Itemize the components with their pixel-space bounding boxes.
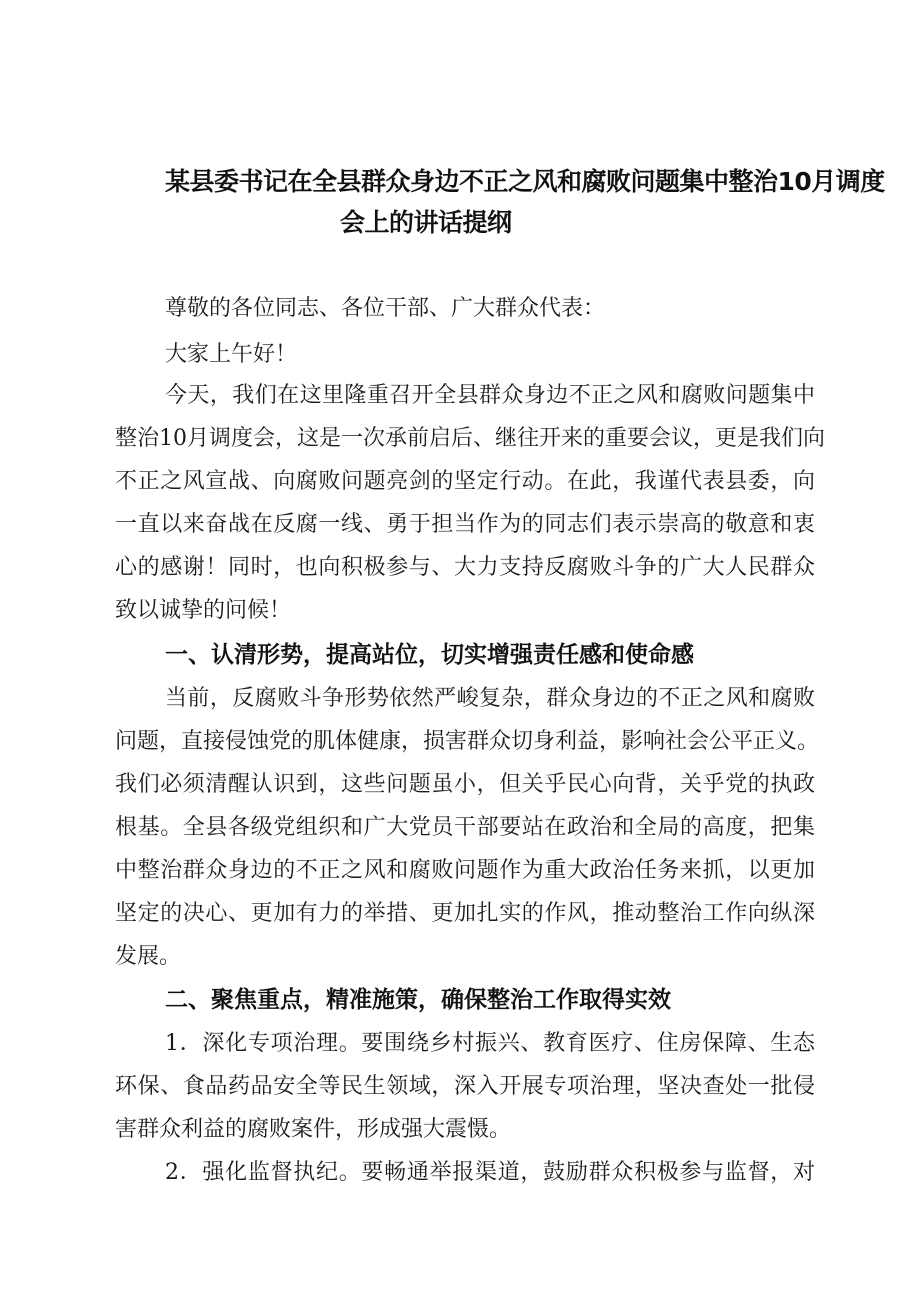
item-1-line: 害群众利益的腐败案件，形成强大震慑。: [115, 1117, 512, 1142]
intro-paragraph-line: 致以诚挚的问候！: [115, 598, 292, 623]
greeting: 大家上午好！: [165, 342, 298, 367]
section-1-heading: 一、认清形势，提高站位，切实增强责任感和使命感: [165, 642, 694, 668]
item-1-line: 环保、食品药品安全等民生领域，深入开展专项治理，坚决查处一批侵: [115, 1074, 815, 1099]
item-1-line: 1．深化专项治理。要围绕乡村振兴、教育医疗、住房保障、生态: [165, 1031, 815, 1056]
section-1-paragraph-line: 我们必须清醒认识到，这些问题虽小，但关乎民心向背，关乎党的执政: [115, 772, 815, 797]
intro-paragraph-line: 一直以来奋战在反腐一线、勇于担当作为的同志们表示崇高的敬意和衷: [115, 512, 815, 537]
section-1-paragraph-line: 发展。: [115, 944, 182, 969]
salutation: 尊敬的各位同志、各位干部、广大群众代表：: [165, 296, 606, 321]
section-1-paragraph-line: 问题，直接侵蚀党的肌体健康，损害群众切身利益，影响社会公平正义。: [115, 729, 820, 754]
section-1-paragraph-line: 当前，反腐败斗争形势依然严峻复杂，群众身边的不正之风和腐败: [165, 686, 815, 711]
section-1-paragraph-line: 根基。全县各级党组织和广大党员干部要站在政治和全局的高度，把集: [115, 815, 815, 840]
item-2-line: 2．强化监督执纪。要畅通举报渠道，鼓励群众积极参与监督，对: [165, 1160, 815, 1185]
section-1-paragraph-line: 中整治群众身边的不正之风和腐败问题作为重大政治任务来抓，以更加: [115, 858, 815, 883]
intro-paragraph-line: 整治10月调度会，这是一次承前启后、继往开来的重要会议，更是我们向: [115, 426, 825, 451]
document-title-line-1: 某县委书记在全县群众身边不正之风和腐败问题集中整治10月调度: [165, 167, 885, 196]
document-title-line-2: 会上的讲话提纲: [340, 208, 512, 237]
intro-paragraph-line: 不正之风宣战、向腐败问题亮剑的坚定行动。在此，我谨代表县委，向: [115, 469, 815, 494]
intro-paragraph-line: 今天，我们在这里隆重召开全县群众身边不正之风和腐败问题集中: [165, 383, 815, 408]
section-1-paragraph-line: 坚定的决心、更加有力的举措、更加扎实的作风，推动整治工作向纵深: [115, 901, 815, 926]
section-2-heading: 二、聚焦重点，精准施策，确保整治工作取得实效: [165, 987, 671, 1013]
intro-paragraph-line: 心的感谢！同时，也向积极参与、大力支持反腐败斗争的广大人民群众: [115, 555, 815, 580]
